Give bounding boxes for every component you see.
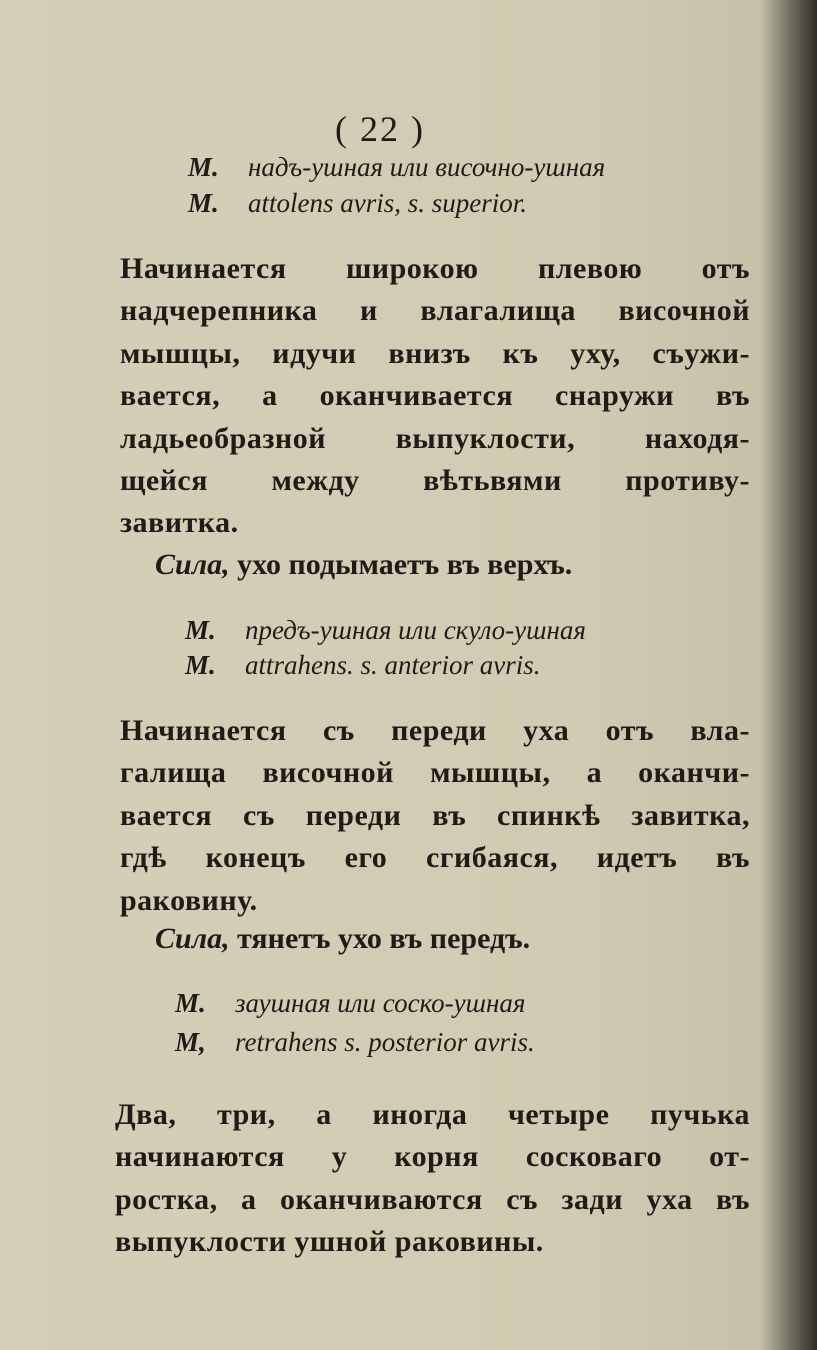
text-line: выпуклости ушной раковины. — [115, 1225, 544, 1259]
heading-prefix: M. — [188, 152, 219, 182]
force-text: тянетъ ухо въ передъ. — [237, 922, 531, 955]
heading-name: надъ-ушная или височно-ушная — [248, 152, 606, 182]
text-line: вается съ переди въ спинкѣ завитка, — [120, 798, 750, 832]
muscle-heading-latin — [185, 650, 541, 681]
text-line: гдѣ конецъ его сгибаяся, идетъ въ — [120, 841, 750, 875]
text-line: вается, а оканчивается снаружи въ — [120, 379, 750, 413]
heading-prefix: M. — [175, 988, 206, 1018]
text-line: Два, три, а иногда четыре пучька — [115, 1098, 750, 1131]
text-line: галища височной мышцы, а оканчи- — [120, 756, 750, 790]
heading-prefix: M. — [188, 188, 219, 218]
heading-name: заушная или соско-ушная — [235, 988, 526, 1018]
text-line: мышцы, идучи внизъ къ уху, съужи- — [120, 336, 750, 370]
text-line: начинаются у корня сосковаго от- — [115, 1140, 750, 1174]
text-line: ростка, а оканчиваются съ зади уха въ — [115, 1182, 750, 1216]
text-line: Начинается широкою плевою отъ — [120, 252, 750, 285]
page-number: ( 22 ) — [335, 109, 425, 149]
muscle-heading-latin — [188, 188, 527, 219]
muscle-heading-russian — [175, 988, 525, 1019]
force-statement — [155, 548, 572, 582]
heading-prefix: M. — [185, 650, 216, 680]
text-line: надчерепника и влагалища височной — [120, 294, 750, 328]
force-label: Сила, — [155, 922, 230, 955]
description-paragraph — [115, 1094, 750, 1264]
text-line: Начинается съ переди уха отъ вла- — [120, 714, 750, 747]
heading-prefix: M. — [185, 615, 216, 645]
description-paragraph — [120, 248, 750, 545]
heading-prefix: M, — [175, 1027, 206, 1057]
muscle-heading-russian — [185, 615, 586, 646]
heading-name: attolens avris, s. superior. — [248, 188, 528, 218]
force-label: Сила, — [155, 548, 230, 581]
muscle-heading-russian — [188, 152, 605, 183]
muscle-heading-latin — [175, 1027, 535, 1058]
text-line: ладьеобразной выпуклости, находя- — [120, 421, 750, 455]
text-line: завитка. — [120, 506, 239, 540]
text-line: щейся между вѣтьвями противу- — [120, 464, 750, 498]
heading-name: attrahens. s. anterior avris. — [245, 650, 541, 680]
force-statement — [155, 922, 530, 956]
heading-name: retrahens s. posterior avris. — [235, 1027, 535, 1057]
description-paragraph — [120, 710, 750, 922]
force-text: ухо подымаетъ въ верхъ. — [237, 548, 573, 581]
heading-name: предъ-ушная или скуло-ушная — [245, 615, 586, 645]
text-line: раковину. — [120, 883, 258, 917]
